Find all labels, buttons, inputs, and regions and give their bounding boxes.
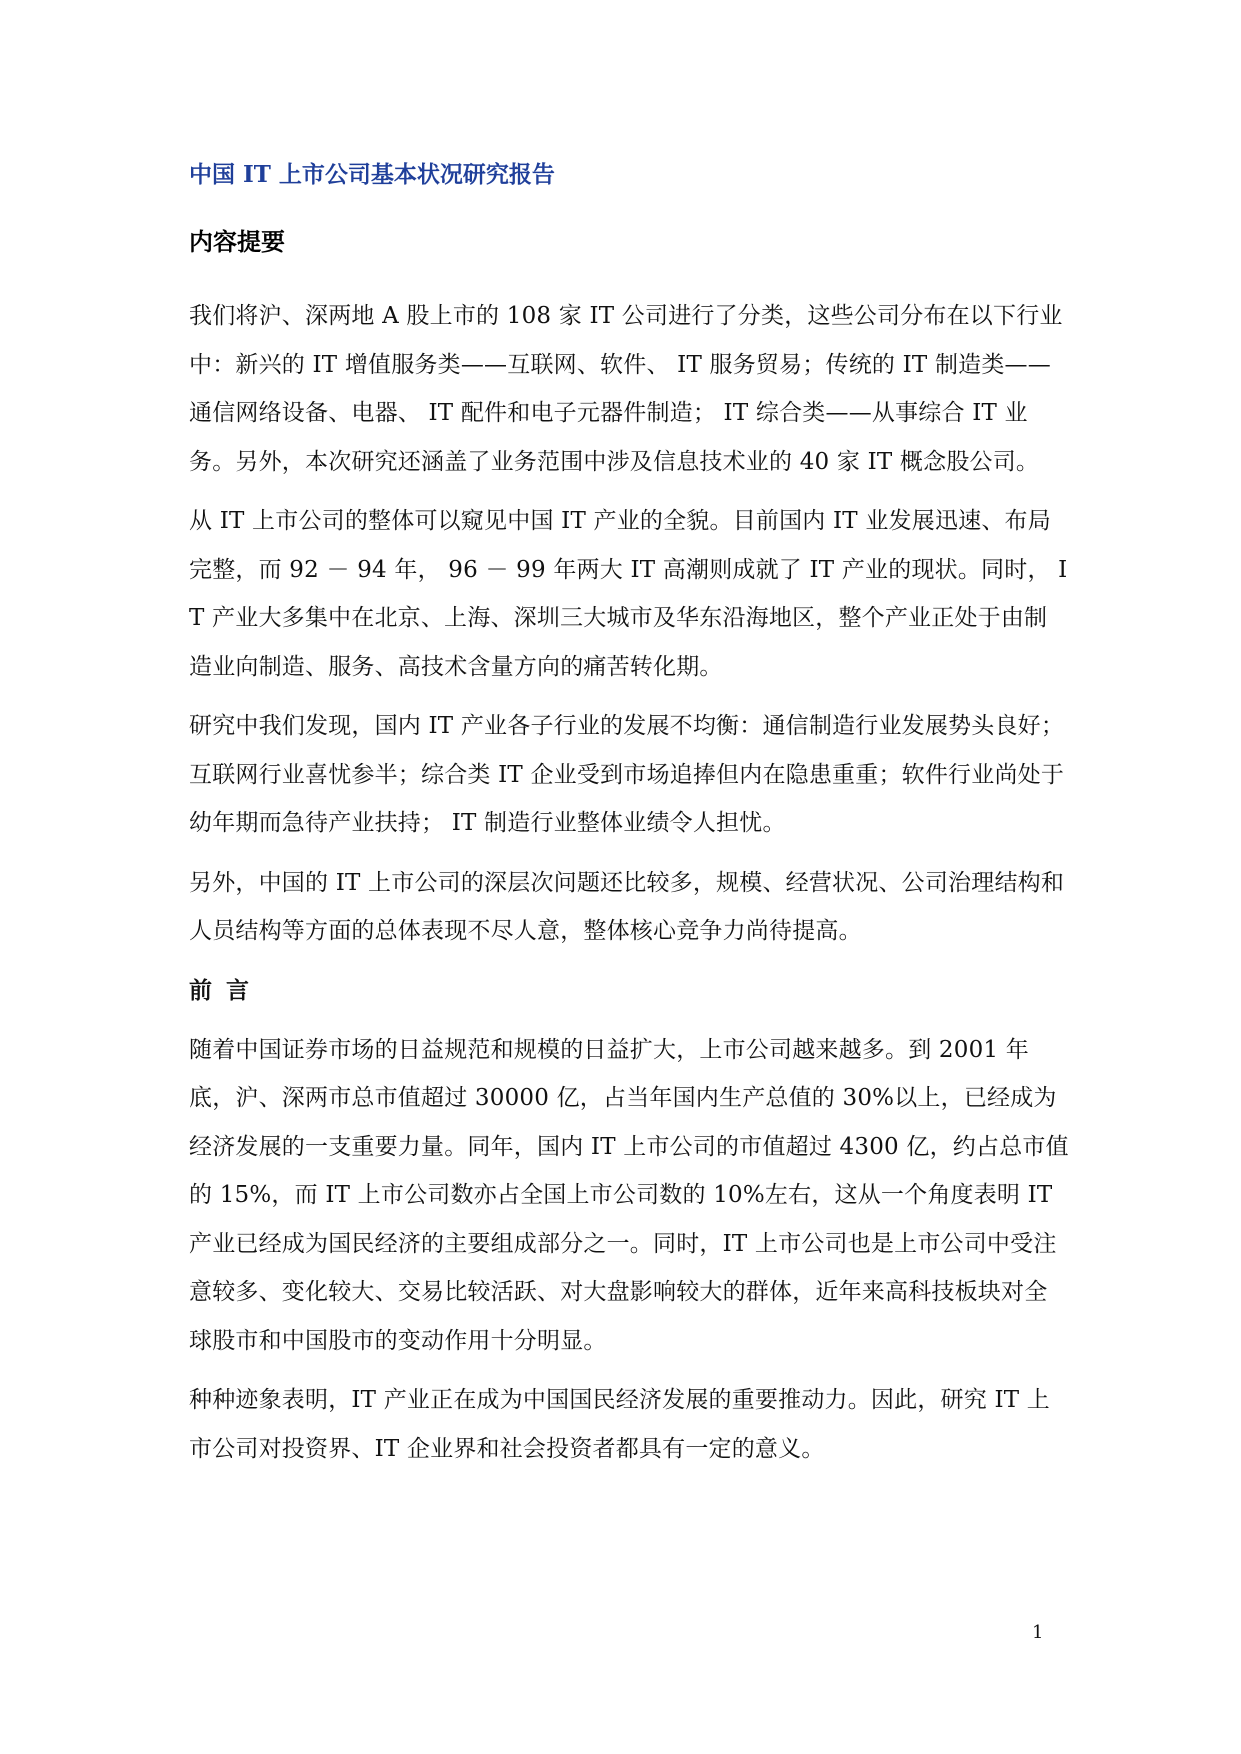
abstract-paragraph-1: 我们将沪、深两地 A 股上市的 108 家 IT 公司进行了分类，这些公司分布在以下行业中：新兴的 IT 增值服务类——互联网、软件、 IT 服务贸易；传统的 IT 制造类——通信网络设备、电器、 IT 配件和电子元器件制造； IT 综合类——从事综合 IT 业务。另外，本次研究还涵盖了业务范围中涉及信息技术业的 40 家 IT 概念股公司。	[189, 303, 1063, 475]
preface-paragraph-1: 随着中国证券市场的日益规范和规模的日益扩大，上市公司越来越多。到 2001 年底，沪、深两市总市值超过 30000 亿，占当年国内生产总值的 30%以上，已经成为经济发展的一支重要力量。同年，国内 IT 上市公司的市值超过 4300 亿，约占总市值的 15%，而 IT 上市公司数亦占全国上市公司数的 10%左右，这从一个角度表明 IT 产业已经成为国民经济的主要组成部分之一。同时，IT 上市公司也是上市公司中受注意较多、变化较大、交易比较活跃、对大盘影响较大的群体，近年来高科技板块对全球股市和中国股市的变动作用十分明显。	[189, 1036, 1069, 1354]
page-number: 1	[1032, 1622, 1044, 1643]
document-content	[189, 158, 1069, 1473]
document-title: 中国 IT 上市公司基本状况研究报告	[189, 161, 555, 188]
abstract-heading: 内容提要	[189, 227, 285, 256]
preface-paragraph-2: 种种迹象表明，IT 产业正在成为中国国民经济发展的重要推动力。因此，研究 IT 上市公司对投资界、IT 企业界和社会投资者都具有一定的意义。	[189, 1387, 1050, 1462]
abstract-paragraph-3: 研究中我们发现，国内 IT 产业各子行业的发展不均衡：通信制造行业发展势头良好；互联网行业喜忧参半；综合类 IT 企业受到市场追捧但内在隐患重重；软件行业尚处于幼年期而急待产业扶持； IT 制造行业整体业绩令人担忧。	[189, 713, 1065, 836]
abstract-paragraph-4: 另外，中国的 IT 上市公司的深层次问题还比较多，规模、经营状况、公司治理结构和人员结构等方面的总体表现不尽人意，整体核心竞争力尚待提高。	[189, 869, 1065, 944]
preface-heading: 前言	[189, 976, 263, 1004]
abstract-paragraph-2: 从 IT 上市公司的整体可以窥见中国 IT 产业的全貌。目前国内 IT 业发展迅速、布局完整，而 92 － 94 年， 96 － 99 年两大 IT 高潮则成就了 IT 产业的现状。同时， IT 产业大多集中在北京、上海、深圳三大城市及华东沿海地区，整个产业正处于由制造业向制造、服务、高技术含量方向的痛苦转化期。	[189, 508, 1068, 680]
